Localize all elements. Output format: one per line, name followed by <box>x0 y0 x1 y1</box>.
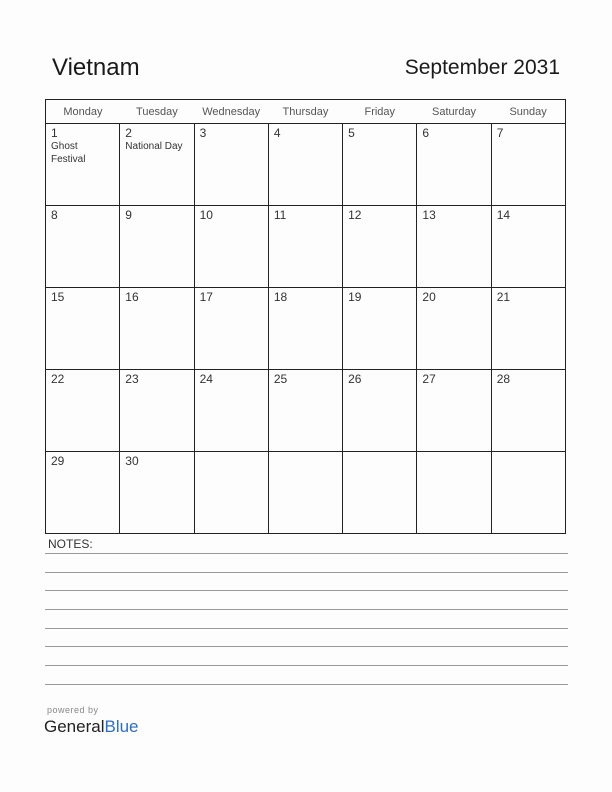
week-row <box>46 206 566 288</box>
brand-logo <box>44 717 139 737</box>
day-number: 16 <box>125 290 139 304</box>
day-cell <box>194 288 268 370</box>
holiday-label: Ghost Festival <box>51 141 86 165</box>
day-number: 24 <box>199 372 213 386</box>
month-year-title: September 2031 <box>404 56 560 79</box>
day-cell <box>120 452 194 534</box>
day-cell <box>194 370 268 452</box>
country-title: Vietnam <box>52 54 140 81</box>
day-cell <box>417 124 491 206</box>
notes-line <box>45 572 568 573</box>
weekday-monday: Monday <box>46 100 120 124</box>
day-cell <box>268 206 342 288</box>
day-number: 23 <box>125 372 139 386</box>
notes-line <box>45 590 568 591</box>
day-cell <box>491 124 565 206</box>
day-number: 7 <box>496 126 504 140</box>
calendar-body <box>46 124 566 534</box>
week-row <box>46 124 566 206</box>
weekday-friday: Friday <box>343 100 417 124</box>
day-number: 6 <box>422 126 430 140</box>
day-number: 11 <box>273 208 287 222</box>
day-cell <box>417 206 491 288</box>
day-cell <box>268 370 342 452</box>
day-number: 27 <box>422 372 436 386</box>
day-cell <box>268 124 342 206</box>
day-cell <box>46 124 120 206</box>
day-cell <box>491 288 565 370</box>
weekday-header-row <box>46 100 566 124</box>
day-cell <box>46 206 120 288</box>
day-cell <box>417 452 491 534</box>
day-cell <box>417 288 491 370</box>
day-cell <box>491 370 565 452</box>
day-cell <box>343 124 417 206</box>
day-cell <box>343 370 417 452</box>
day-cell <box>194 124 268 206</box>
weekday-tuesday: Tuesday <box>120 100 194 124</box>
day-number: 25 <box>273 372 288 386</box>
week-row <box>46 288 566 370</box>
notes-line <box>45 665 568 666</box>
notes-label: NOTES: <box>48 537 93 551</box>
day-cell <box>120 288 194 370</box>
day-number: 30 <box>125 454 139 468</box>
day-number: 20 <box>422 290 436 304</box>
day-number: 12 <box>348 208 362 222</box>
day-number: 4 <box>273 126 281 140</box>
brand-name-general: General <box>44 717 105 736</box>
day-cell <box>46 452 120 534</box>
brand-name-blue: Blue <box>104 717 139 736</box>
day-number: 26 <box>348 372 362 386</box>
day-cell <box>194 452 268 534</box>
day-number: 13 <box>422 208 436 222</box>
weekday-wednesday: Wednesday <box>194 100 268 124</box>
notes-line <box>45 553 568 554</box>
day-number: 19 <box>348 290 362 304</box>
holiday-label: National Day <box>125 141 183 152</box>
weekday-thursday: Thursday <box>268 100 342 124</box>
day-number: 14 <box>496 208 511 222</box>
day-cell <box>268 288 342 370</box>
day-number: 8 <box>51 208 58 222</box>
week-row <box>46 370 566 452</box>
day-number: 29 <box>51 454 65 468</box>
day-cell <box>194 206 268 288</box>
day-number: 10 <box>199 208 213 222</box>
day-number: 3 <box>199 126 207 140</box>
notes-line <box>45 684 568 685</box>
day-number: 22 <box>51 372 65 386</box>
day-number: 18 <box>273 290 288 304</box>
calendar-grid <box>45 99 566 534</box>
day-cell <box>343 452 417 534</box>
notes-line <box>45 628 568 629</box>
day-number: 28 <box>496 372 511 386</box>
powered-by-text: powered by <box>47 705 99 715</box>
day-number: 1 <box>51 126 58 140</box>
day-cell <box>268 452 342 534</box>
day-number: 15 <box>51 290 65 304</box>
week-row <box>46 452 566 534</box>
day-number: 9 <box>125 208 132 222</box>
day-cell <box>120 124 194 206</box>
day-cell <box>343 206 417 288</box>
day-number: 5 <box>348 126 355 140</box>
day-number: 2 <box>125 126 132 140</box>
weekday-sunday: Sunday <box>491 100 565 124</box>
day-number: 21 <box>496 290 511 304</box>
day-cell <box>120 206 194 288</box>
notes-line <box>45 609 568 610</box>
day-cell <box>491 206 565 288</box>
day-cell <box>46 288 120 370</box>
day-number: 17 <box>199 290 213 304</box>
day-cell <box>46 370 120 452</box>
notes-line <box>45 646 568 647</box>
day-cell <box>120 370 194 452</box>
day-cell <box>491 452 565 534</box>
weekday-saturday: Saturday <box>417 100 491 124</box>
day-cell <box>343 288 417 370</box>
day-cell <box>417 370 491 452</box>
